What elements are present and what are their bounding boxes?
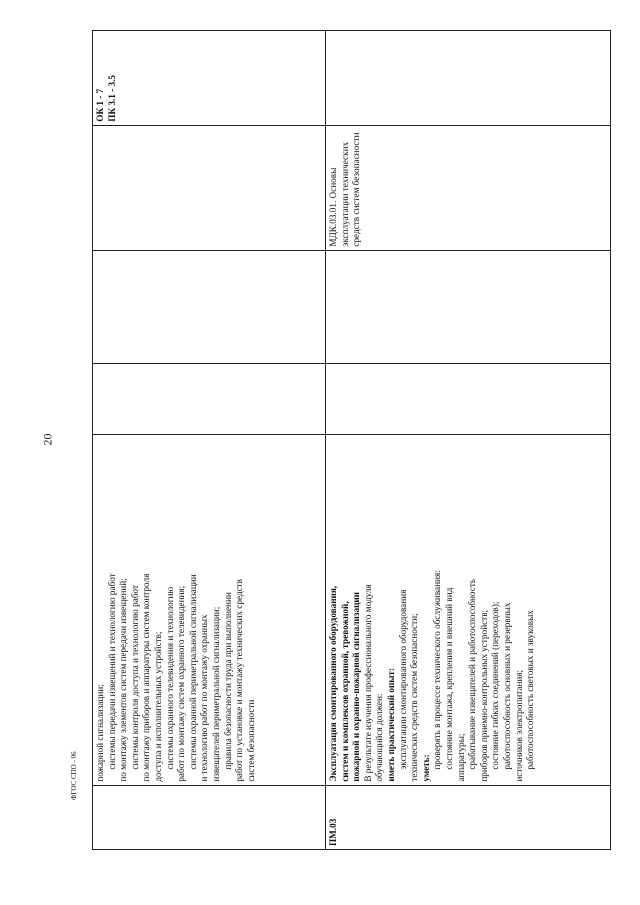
code-cell xyxy=(326,785,611,849)
desc-line: эксплуатации смонтированного оборудования xyxy=(397,589,408,770)
footer-label: ФГОС СПО - 06 xyxy=(70,751,78,800)
empty-cell xyxy=(326,364,611,435)
page-number: 20 xyxy=(40,433,55,446)
description-cell xyxy=(93,434,326,785)
desc-line: работоспособность световых и звуковых xyxy=(525,610,536,770)
desc-line: системы охранной периметральной сигнализации xyxy=(187,574,198,770)
desc-line: обучающийся должен: xyxy=(374,693,385,782)
table-row xyxy=(93,31,326,850)
mdk-title: МДК.03.01. Основы эксплуатации технических средств систем безопасности xyxy=(328,132,362,247)
desc-line: работ по установке и монтажу технических средств xyxy=(234,578,245,782)
curriculum-table xyxy=(92,30,611,850)
desc-line: пожарной сигнализации; xyxy=(95,684,105,782)
rotated-page xyxy=(92,30,610,850)
desc-line: системы контроля доступа и технологию работ xyxy=(129,585,140,770)
desc-line: правила безопасности труда при выполнении xyxy=(222,592,233,770)
desc-line: проверять в процессе технического обслуживания: xyxy=(432,570,443,770)
desc-line: доступа и исполнительных устройств; xyxy=(152,631,163,782)
table-row xyxy=(326,31,611,850)
competencies-cell xyxy=(326,31,611,126)
desc-line: приборов приемно-контрольных устройств; xyxy=(478,609,489,782)
desc-line: и технологию работ по монтажу охранных xyxy=(199,614,210,782)
competency-ok: ОК 1 - 7 xyxy=(95,88,105,122)
desc-line: системы охранного телевидения и технологию xyxy=(164,586,175,770)
description-cell xyxy=(326,434,611,785)
desc-line: состояние монтажа, крепления и внешний вид xyxy=(443,587,454,770)
desc-line: работоспособность основных и резервных xyxy=(501,602,512,770)
module-title-line: пожарной и охранно-пожарной сигнализации xyxy=(351,592,362,782)
competencies-cell xyxy=(93,31,326,126)
code-cell xyxy=(93,785,326,849)
desc-line: аппаратуры; xyxy=(455,733,466,782)
module-code: ПМ.03 xyxy=(328,818,338,846)
desc-line: источников электропитания; xyxy=(513,669,524,782)
empty-cell xyxy=(93,250,326,364)
desc-line: срабатывание извещателей и работоспособность xyxy=(467,578,478,770)
desc-line: технических средств систем безопасности; xyxy=(409,613,420,782)
desc-line: состояние гибких соединений (переходов); xyxy=(490,601,501,770)
mdk-cell xyxy=(326,125,611,250)
desc-line: по монтажу приборов и аппаратуры систем контроля xyxy=(141,573,152,782)
desc-line: по монтажу элементов систем передачи извещений; xyxy=(118,578,129,782)
module-title-line: Эксплуатация смонтированного оборудования, xyxy=(328,585,338,782)
empty-cell xyxy=(326,250,611,364)
desc-line: системы передачи извещений и технологию работ xyxy=(106,573,117,770)
desc-line: В результате изучения профессионального модуля xyxy=(362,584,373,782)
desc-heading: иметь практический опыт: xyxy=(385,668,396,782)
desc-line: работ по монтажу систем охранного телевидения; xyxy=(176,585,187,782)
competency-pk: ПК 3.1 - 3.5 xyxy=(106,74,117,122)
desc-line: извещателей периметральной сигнализации; xyxy=(210,606,221,782)
empty-cell xyxy=(93,364,326,435)
mdk-cell xyxy=(93,125,326,250)
module-title-line: систем и комплексов охранной, тревожной, xyxy=(339,601,350,782)
desc-line: систем безопасности xyxy=(245,699,256,782)
desc-heading: уметь: xyxy=(420,754,431,782)
